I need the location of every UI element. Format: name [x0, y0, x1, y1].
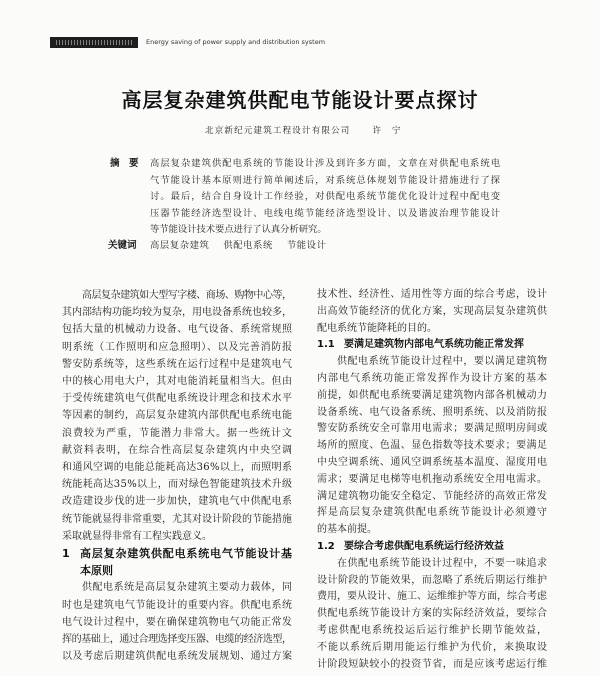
body-line: 浪费较为严重，节能潜力非常大。据一些统计文 — [62, 427, 293, 439]
section-number: 1.2 — [317, 540, 335, 552]
section-title: 高层复杂建筑供配电系统电气节能设计基 — [80, 547, 293, 561]
left-column — [62, 287, 292, 665]
body-line: 统节能就显得非常重要，尤其对设计阶段的节能措施 — [62, 513, 292, 525]
author-name: 许 宁 — [372, 126, 402, 136]
section-1-1-heading — [317, 337, 547, 354]
body-line: 高层复杂建筑如大型写字楼、商场、购物中心等， — [82, 290, 292, 301]
body-line: 其内部结构功能均较为复杂，用电设备系统也较多， — [62, 307, 292, 319]
section-1-2-heading — [317, 539, 547, 556]
body-line: 警安防系统等，这些系统在运行过程中是建筑电气 — [62, 358, 293, 370]
body-line: 中的核心用电大户，其对电能消耗量相当大。但由 — [62, 376, 293, 388]
section-title: 要满足建筑物内部电气系统功能正常发挥 — [344, 339, 524, 351]
body-line: 明系统（工作照明和应急照明）、以及完善消防报 — [62, 341, 293, 353]
running-title: Energy saving of power supply and distribution system — [146, 38, 326, 46]
body-line: 挥是高层复杂建筑供配电系统节能设计必须遵守 — [317, 507, 548, 519]
body-line: 警安防系统安全可靠用电需求；要满足照明房间或 — [317, 423, 548, 435]
body-line: 配电系统节能降耗的目的。 — [317, 322, 437, 334]
body-line: 统能耗高达35%以上，而对绿色智能建筑技术升级 — [62, 479, 293, 491]
section-number: 1.1 — [317, 339, 335, 351]
author-line — [205, 125, 402, 137]
body-line: 设备系统、电气设备系统、照明系统、以及消防报 — [317, 406, 548, 418]
body-line: 不能以系统后期用能运行维护为代价，来换取设 — [317, 641, 548, 653]
right-column — [317, 287, 547, 673]
abstract-line: 气节能设计基本原则进行简单阐述后，对系统总体规划节能设计措施进行了探 — [150, 174, 502, 186]
body-line: 场所的照度、色温、显色指数等技术要求；要满足 — [317, 440, 548, 452]
body-line: 设计阶段的节能效果，而忽略了系统后期运行维护 — [317, 574, 548, 586]
abstract-line: 压器节能经济选型设计、电线电缆节能经济选型设计、以及谐波治理节能设计 — [150, 207, 502, 219]
body-line: 计阶段短缺较小的投资节省，而是应该考虑运行维 — [317, 658, 548, 670]
body-line: 挥的基础上，通过合理选择变压器、电缆的经济选型， — [62, 634, 292, 646]
body-line: 供配电系统是高层复杂建筑主要动力载体，同 — [82, 582, 293, 594]
body-line: 前提，如供配电系统要满足建筑物内部各机械动力 — [317, 389, 548, 401]
body-line: 改造建设步伐的进一步加快，建筑电气中供配电系 — [62, 496, 293, 508]
body-line: 电气设计过程中，要在确保建筑物电气功能正常发 — [62, 616, 293, 628]
body-line: 技术性、经济性、适用性等方面的综合考虑，设计 — [317, 289, 548, 300]
keywords-list — [150, 238, 340, 255]
body-line: 包括大量的机械动力设备、电气设备、系统常规照 — [62, 324, 293, 336]
body-line: 出高效节能经济的优化方案，实现高层复杂建筑供 — [317, 305, 548, 317]
section-1-heading — [62, 545, 292, 562]
abstract-line: 等节能设计技术要点进行了认真分析研究。 — [150, 224, 327, 236]
body-line: 时也是建筑电气节能设计的重要内容。供配电系统 — [62, 599, 293, 611]
keyword: 供配电系统 — [223, 240, 273, 251]
body-line: 以及考虑后期建筑供配电系统发展规划、通过方案 — [62, 651, 293, 663]
body-line: 满足建筑物功能安全稳定、节能经济的高效正常发 — [317, 490, 548, 502]
body-line: 献资料表明，在综合性高层复杂建筑内中央空调 — [62, 444, 293, 456]
journal-header-bar — [50, 37, 138, 48]
abstract-line: 讨。最后，结合自身设计工作经验，对供配电系统节能优化设计过程中配电变 — [150, 191, 502, 203]
section-title: 要综合考虑供配电系统运行经济效益 — [344, 540, 504, 552]
body-line: 费用，要从设计、施工、运维维护等方面，综合考虑 — [317, 591, 547, 603]
author-affiliation: 北京新纪元建筑工程设计有限公司 — [205, 126, 351, 136]
body-line: 采取就显得非常有工程实践意义。 — [62, 530, 212, 542]
body-line: 考虑供配电系统投运后运行维护长期节能效益， — [317, 624, 548, 636]
keyword: 节能设计 — [286, 240, 327, 251]
body-line: 中央空调系统、通风空调系统基本温度、湿度用电 — [317, 456, 548, 468]
paper-title: 高层复杂建筑供配电节能设计要点探讨 — [121, 88, 479, 112]
body-line: 的基本前提。 — [317, 524, 377, 536]
body-line: 供配电系统节能设计方案的实际经济效益，要综合 — [317, 608, 548, 620]
body-line: 于受传统建筑电气供配电系统设计理念和技术水平 — [62, 393, 293, 405]
body-line: 在供配电系统节能设计过程中，不要一味追求 — [337, 557, 548, 569]
abstract-body — [150, 156, 500, 239]
keywords-label: 关键词 — [108, 240, 137, 251]
body-line: 内部电气系统功能正常发挥作为设计方案的基本 — [317, 372, 548, 384]
body-line: 等因素的制约，高层复杂建筑内部供配电系统电能 — [62, 410, 293, 422]
abstract-line: 高层复杂建筑供配电系统的节能设计涉及到许多方面，文章在对供配电系统电 — [150, 158, 502, 169]
body-line: 供配电系统节能设计过程中，要以满足建筑物 — [337, 356, 548, 368]
body-line: 需求；要满足电梯等电机拖动系统安全用电需求。 — [317, 473, 548, 485]
keyword: 高层复杂建筑 — [150, 240, 210, 251]
section-number: 1 — [62, 547, 71, 561]
abstract-label: 摘 要 — [110, 158, 139, 169]
body-line: 和通风空调的电能总能耗高达36%以上，而照明系 — [62, 462, 293, 474]
section-title-continued: 本原则 — [80, 564, 113, 578]
